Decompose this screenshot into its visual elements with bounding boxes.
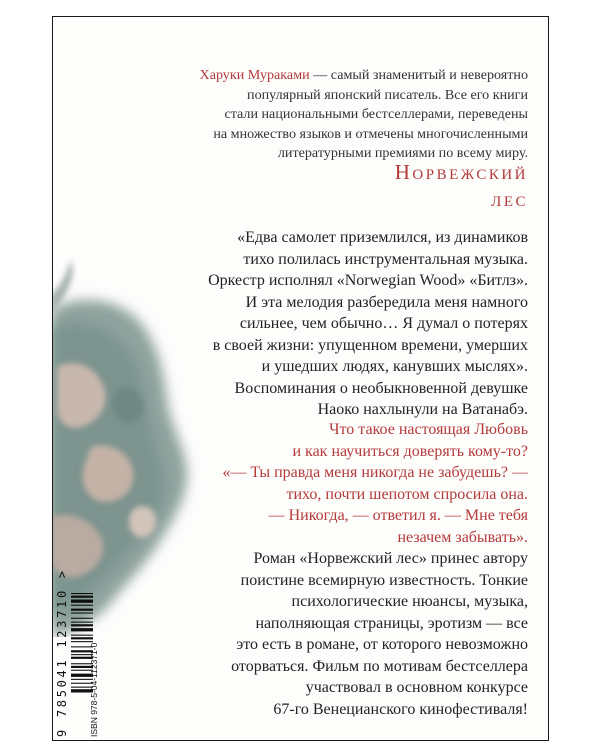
intro-line-1: Харуки Мураками — самый знаменитый и невероятно xyxy=(199,67,528,83)
closing-line: Роман «Норвежский лес» принес автору xyxy=(253,550,528,567)
highlight-line: Что такое настоящая Любовь xyxy=(329,421,528,438)
title-line-1: Норвежский xyxy=(394,160,528,184)
quote-line: и ушедших людях, канувших мыслях». xyxy=(261,358,528,375)
closing-line: участвовал в основном конкурсе xyxy=(305,679,528,696)
quote-line: в своей жизни: упущенном времени, умерших xyxy=(212,336,528,354)
highlight-line: незачем забывать». xyxy=(397,528,528,546)
closing-line: это есть в романе, от которого невозможно xyxy=(236,636,528,653)
closing-line: поистине всемирную известность. Тонкие xyxy=(240,571,528,589)
title-line-2: лес xyxy=(491,187,528,211)
closing-line: оторваться. Фильм по мотивам бестселлера xyxy=(231,657,528,675)
intro-line-3: стали национальными бестселлерами, переведены xyxy=(224,106,528,123)
closing-line: психологические нюансы, музыка, xyxy=(291,593,528,610)
quote-line: Наоко нахлынули на Ватанабэ. xyxy=(317,401,528,418)
book-title xyxy=(148,159,528,213)
quote-line: «Едва самолет приземлился, из динамиков xyxy=(237,229,528,246)
intro-line-2: популярный японский писатель. Все его книги xyxy=(247,86,528,103)
barcode-number: 9 785041 123710 > xyxy=(55,568,69,737)
highlight-line: «— Ты правда меня никогда не забудешь? — xyxy=(222,464,528,481)
highlight-quote xyxy=(148,419,528,548)
quote-line: Оркестр исполнял «Norwegian Wood» «Битлз». xyxy=(208,272,528,289)
intro-line-5: литературными премиями по всему миру. xyxy=(277,145,528,162)
highlight-line: — Никогда, — ответил я. — Мне тебя xyxy=(268,507,528,524)
quote-line: тихо полилась инструментальная музыка. xyxy=(243,250,528,268)
closing-line: наполняющая страницы, эротизм — все xyxy=(255,614,528,632)
isbn-label: ISBN 978-5-04-112371-0 xyxy=(89,642,99,737)
book-back-cover xyxy=(52,16,549,741)
highlight-line: тихо, почти шепотом спросила она. xyxy=(286,485,528,503)
quote-line: И эта мелодия разбередила меня намного xyxy=(245,293,528,311)
closing-line: 67-го Венецианского кинофестиваля! xyxy=(273,700,528,718)
highlight-line: и как научиться доверять кому-то? xyxy=(292,442,528,460)
excerpt-quote xyxy=(148,227,528,421)
author-intro xyxy=(148,66,528,164)
quote-line: сильнее, чем обычно… Я думал о потерях xyxy=(239,315,528,332)
quote-line: Воспоминания о необыкновенной девушке xyxy=(234,379,528,397)
author-name: Харуки Мураками xyxy=(199,67,310,83)
closing-paragraph xyxy=(148,548,528,720)
intro-line-4: на множество языков и отмечены многочисленными xyxy=(213,125,528,142)
